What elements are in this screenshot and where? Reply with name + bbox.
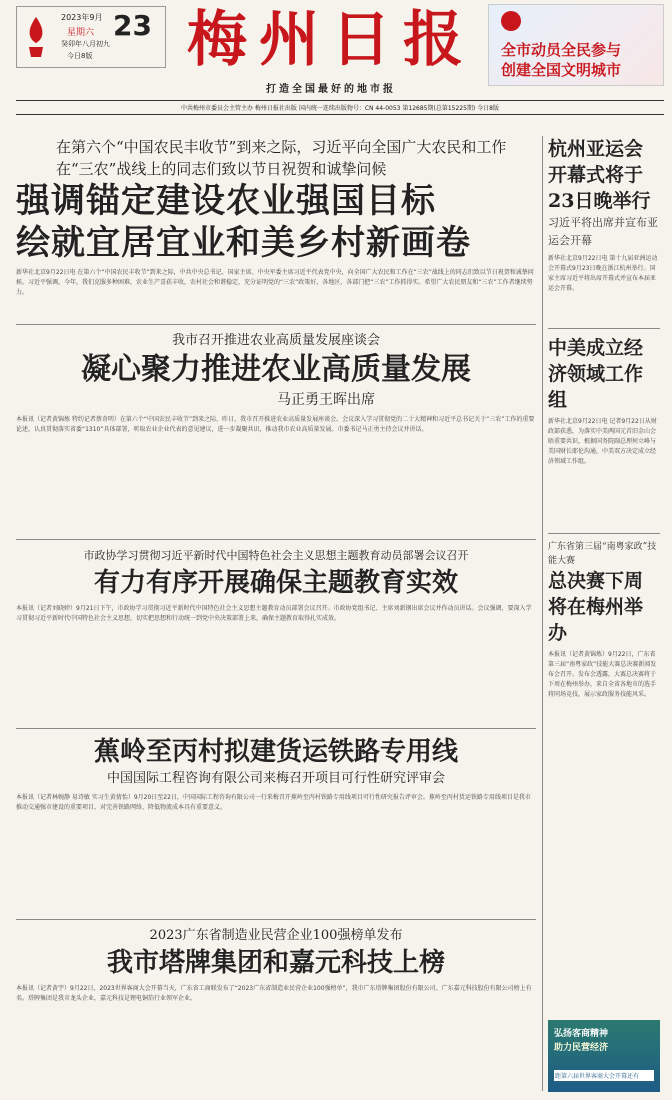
publication-info: 中共梅州市委员会主管主办 梅州日报社出版 国内统一连续出版物号：CN 44-0053 第12685期(总第15225期) 今日8版 [16, 100, 664, 115]
promo-line-1: 全市动员全民参与 [501, 41, 622, 59]
sidebar [548, 136, 660, 980]
side-body-2: 新华社北京9月22日电 记者9月22日从财政部获悉，为落实中美两国元首旧金山会晤重要共识，根据国务院副总理何立峰与美国财长耶伦沟通，中美双方决定成立经济领域工作组。 [548, 418, 657, 465]
story1-text: 新华社北京9月22日电 在第六个“中国农民丰收节”到来之际，中共中央总书记、国家主席、中央军委主席习近平代表党中央，向全国广大农民和工作在“三农”战线上的同志们致以节日祝贺和诚挚问候。习近平强调，今年，我们克服多种困难，农业生产喜获丰收，农村社会和谐稳定，充分证明党的“三农”政策好，各地区、各部门把“三农”工作抓得实。希望广大农民朋友和“三农”工作者继续努力。 [16, 269, 534, 296]
divider [16, 539, 536, 540]
banner-countdown: 距第六届世界客商大会开幕还有 [554, 1070, 654, 1081]
story4-kicker: 中国国际工程咨询有限公司来梅召开项目可行性研究评审会 [106, 771, 445, 786]
divider [548, 328, 660, 329]
story3-body [16, 604, 536, 722]
story1-body [16, 268, 536, 318]
story2-body [16, 415, 536, 533]
story3-text: 本报讯（记者刘晓婷）9月21日下午，市政协学习贯彻习近平新时代中国特色社会主义思想主题教育动员部署会议召开。市政协党组书记、主席刘新钢出席会议并作动员讲话。会议强调，要深入学习贯彻习近平新时代中国特色社会主义思想，切实把思想和行动统一到党中央决策部署上来，确保主题教育取得扎实成效。 [16, 605, 532, 622]
side-headline-1: 杭州亚运会开幕式将于23日晚举行 [548, 138, 651, 212]
story1-lead: 在第六个“中国农民丰收节”到来之际，习近平向全国广大农民和工作在“三农”战线上的同志们致以节日祝贺和诚挚问候 [56, 138, 507, 178]
story2-text: 本报讯（记者黄锦炼 特约记者蔡奇明）在第六个“中国农民丰收节”到来之际，昨日，我市召开推进农业高质量发展座谈会。会议深入学习贯彻党的二十大精神和习近平总书记关于“三农”工作的重要论述，认真贯彻落实省委“1310”具体部署，听取农业企业代表的意见建议，进一步凝聚共识，推动我市农业高质量发展。市委书记马正勇主持会议并讲话。 [16, 416, 535, 433]
divider [548, 533, 660, 534]
story5-headline: 我市塔牌集团和嘉元科技上榜 [106, 948, 445, 978]
civilization-promo [488, 4, 664, 86]
weekday: 星期六 [67, 28, 95, 38]
divider [16, 728, 536, 729]
banner-line-2: 助力民营经济 [554, 1043, 609, 1053]
side-headline-3: 总决赛下周将在梅州举办 [548, 570, 644, 644]
story3-kicker: 市政协学习贯彻习近平新时代中国特色社会主义思想主题教育动员部署会议召开 [83, 549, 469, 562]
divider [16, 324, 536, 325]
story3-headline: 有力有序开展确保主题教育实效 [93, 568, 458, 598]
main-column [16, 136, 536, 1064]
flame-logo-icon [21, 13, 51, 61]
date-box [16, 6, 166, 68]
year-month: 2023年9月 [61, 13, 103, 22]
story4-text: 本报讯（记者林婉静 易诗敏 实习生黄倩怡）9月20日至22日，中国国际工程咨询有限公司一行来梅召开蕉岭至丙村铁路专用线项目可行性研究报告评审会。蕉岭至丙村货运铁路专用线项目是我市推动交通强市建设的重要项目，对完善铁路网络、降低物流成本具有重要意义。 [16, 794, 531, 811]
story5-kicker: 2023广东省制造业民营企业100强榜单发布 [149, 928, 403, 943]
story2-byline: 马正勇王晖出席 [277, 392, 375, 408]
story2-kicker: 我市召开推进农业高质量发展座谈会 [171, 333, 380, 348]
masthead [0, 0, 672, 118]
paper-title: 梅州日报 [187, 5, 475, 75]
page-count: 今日8版 [67, 52, 93, 60]
side-sub-1: 习近平将出席并宣布亚运会开幕 [548, 216, 658, 247]
story4-body [16, 793, 536, 913]
side-body-1: 新华社北京9月22日电 第十九届亚洲运动会开幕式9月23日晚在浙江杭州举行。国家主席习近平将出席开幕式并宣布本届亚运会开幕。 [548, 255, 658, 292]
day-number: 23 [113, 9, 152, 42]
story2-headline: 凝心聚力推进农业高质量发展 [81, 352, 471, 387]
column-divider [542, 136, 543, 1091]
banner-line-1: 弘扬客商精神 [554, 1029, 609, 1039]
expo-banner [548, 1020, 660, 1092]
story1-headline-2: 绘就宜居宜业和美乡村新画卷 [16, 223, 471, 263]
emblem-icon [501, 11, 521, 31]
story1-headline-1: 强调锚定建设农业强国目标 [16, 181, 436, 221]
promo-line-2: 创建全国文明城市 [501, 61, 622, 79]
side-kicker-3: 广东省第三届“南粤家政”技能大赛 [548, 542, 657, 566]
lunar-date: 癸卯年八月初九 [61, 40, 110, 48]
story4-headline: 蕉岭至丙村拟建货运铁路专用线 [93, 737, 458, 767]
divider [16, 919, 536, 920]
paper-slogan: 打造全国最好的地市报 [266, 84, 396, 95]
story5-body [16, 984, 536, 1064]
story5-text: 本报讯（记者黄宇）9月22日，2023世界客商大会开幕当天，广东省工商联发布了“2023广东省制造业民营企业100强榜单”，我市广东塔牌集团股份有限公司、广东嘉元科技股份有限公司榜上有名。塔牌集团是我市龙头企业，嘉元科技是锂电铜箔行业领军企业。 [16, 985, 532, 1002]
side-headline-2: 中美成立经济领域工作组 [548, 337, 644, 411]
side-body-3: 本报讯（记者黄锦炼）9月22日，广东省第三届“南粤家政”技能大赛总决赛新闻发布会召开。发布会透露，大赛总决赛将于下周在梅州举办，来自全省各地市的选手将同场竞技，展示家政服务技能风采。 [548, 651, 657, 698]
